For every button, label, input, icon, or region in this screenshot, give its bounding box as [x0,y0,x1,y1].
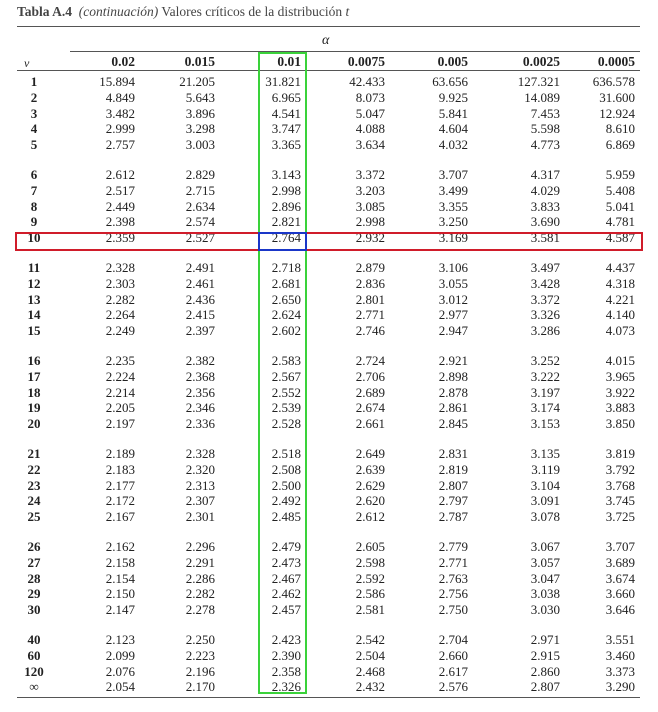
table-cell: 2.771 [355,307,385,323]
table-cell: 3.551 [605,632,635,647]
highlight-row-box [15,232,643,251]
table-cell: 2.123 [105,632,135,647]
table-cell: 2.479 [271,539,301,554]
table-cell: 2.674 [355,400,385,416]
table-cell: 3.460 [605,647,635,663]
table-cell: 4.317 [530,167,560,182]
table-cell: 2.718 [271,260,301,275]
table-cell: 15.894 [99,74,135,89]
table-cell: 2.860 [530,663,560,679]
alpha-rule [70,51,640,52]
table-cell: 2.921 [438,353,468,368]
table-cell: 2.821 [271,214,301,230]
nu-cell: 18 [27,384,41,400]
table-cell: 2.282 [185,586,215,602]
table-cell: 2.831 [438,446,468,461]
table-cell: 2.896 [271,198,301,214]
table-cell: 2.746 [355,323,385,339]
table-cell: 2.624 [271,307,301,323]
table-cell: 2.724 [355,353,385,368]
nu-cell: 120 [24,663,44,679]
table-cell: 3.012 [438,291,468,307]
table-cell: 2.313 [185,477,215,493]
table-cell: 2.612 [355,509,385,525]
table-cell: 2.286 [185,570,215,586]
table-cell: 14.089 [524,89,560,105]
table-cell: 63.656 [432,74,468,89]
table-cell: 2.328 [105,260,135,275]
table-cell: 3.674 [605,570,635,586]
table-cell: 2.977 [438,307,468,323]
table-cell: 2.508 [271,461,301,477]
table-cell: 3.707 [605,539,635,554]
table-cell: 2.971 [530,632,560,647]
table-cell: 2.998 [355,214,385,230]
table-cell: 3.365 [271,137,301,153]
table-cell: 2.634 [185,198,215,214]
table-cell: 2.617 [438,663,468,679]
table-cell: 3.883 [605,400,635,416]
table-cell: 2.620 [355,493,385,509]
table-cell: 2.947 [438,323,468,339]
nu-cell: 40 [27,632,41,647]
table-cell: 2.162 [105,539,135,554]
column-header: 0.0025 [522,54,560,69]
table-cell: 2.150 [105,586,135,602]
table-cell: 3.203 [355,182,385,198]
table-cell: 3.372 [530,291,560,307]
table-cell: 2.819 [438,461,468,477]
table-cell: 3.428 [530,275,560,291]
table-cell: 2.390 [271,647,301,663]
table-cell: 3.047 [530,570,560,586]
table-cell: 127.321 [517,74,560,89]
table-cell: 2.359 [105,230,135,246]
table-cell: 21.205 [179,74,215,89]
table-cell: 2.801 [355,291,385,307]
top-rule [17,26,640,27]
table-cell: 3.922 [605,384,635,400]
table-cell: 2.457 [271,602,301,618]
table-cell: 2.756 [438,586,468,602]
table-cell: 3.707 [438,167,468,182]
table-cell: 2.296 [185,539,215,554]
table-cell: 2.432 [355,679,385,695]
table-cell: 2.158 [105,554,135,570]
table-cell: 2.576 [438,679,468,695]
table-cell: 4.773 [530,137,560,153]
table-cell: 2.649 [355,446,385,461]
caption-continuation: (continuación) [78,4,159,19]
table-cell: 2.264 [105,307,135,323]
table-cell: 2.750 [438,602,468,618]
table-cell: 2.223 [185,647,215,663]
table-cell: 3.768 [605,477,635,493]
table-cell: 3.104 [530,477,560,493]
table-cell: 3.091 [530,493,560,509]
table-cell: 4.088 [355,121,385,137]
table-cell: 2.147 [105,602,135,618]
table-cell: 3.499 [438,182,468,198]
table-cell: 2.518 [271,446,301,461]
table-cell: 5.643 [185,89,215,105]
table-cell: 2.612 [105,167,135,182]
table-cell: 2.054 [105,679,135,695]
table-cell: 2.528 [271,416,301,432]
nu-cell: 3 [30,105,38,121]
table-cell: 2.504 [355,647,385,663]
table-cell: 31.600 [599,89,635,105]
nu-cell: 26 [27,539,41,554]
nu-cell: 16 [27,353,41,368]
table-cell: 3.174 [530,400,560,416]
table-cell: 2.189 [105,446,135,461]
table-cell: 4.604 [438,121,468,137]
table-cell: 2.485 [271,509,301,525]
table-cell: 2.099 [105,647,135,663]
table-cell: 2.473 [271,554,301,570]
table-cell: 2.177 [105,477,135,493]
table-cell: 3.747 [271,121,301,137]
alpha-header: α [322,33,330,48]
nu-cell: 19 [27,400,41,416]
table-cell: 3.373 [605,663,635,679]
table-cell: 2.542 [355,632,385,647]
table-cell: 2.303 [105,275,135,291]
table-cell: 7.453 [530,105,560,121]
table-cell: 2.998 [271,182,301,198]
table-cell: 2.878 [438,384,468,400]
table-cell: 2.829 [185,167,215,182]
table-cell: 3.057 [530,554,560,570]
table-cell: 2.368 [185,368,215,384]
table-cell: 2.358 [271,663,301,679]
table-cell: 3.355 [438,198,468,214]
table-cell: 3.482 [105,105,135,121]
table-cell: 2.807 [530,679,560,695]
table-cell: 6.869 [605,137,635,153]
table-cell: 2.689 [355,384,385,400]
nu-cell: 7 [30,182,38,198]
nu-cell: 11 [27,260,41,275]
table-cell: 2.704 [438,632,468,647]
table-cell: 2.224 [105,368,135,384]
nu-cell: 28 [27,570,41,586]
table-cell: 2.205 [105,400,135,416]
highlight-cell-box [258,232,307,251]
table-cell: 3.689 [605,554,635,570]
nu-cell: 24 [27,493,41,509]
table-cell: 636.578 [592,74,635,89]
table-cell: 2.250 [185,632,215,647]
table-cell: 4.221 [605,291,635,307]
table-cell: 5.598 [530,121,560,137]
nu-cell: 4 [30,121,38,137]
table-cell: 2.567 [271,368,301,384]
nu-cell: 9 [30,214,38,230]
table-cell: 6.965 [271,89,301,105]
table-cell: 3.326 [530,307,560,323]
table-cell: 3.250 [438,214,468,230]
table-cell: 2.235 [105,353,135,368]
table-cell: 2.539 [271,400,301,416]
table-cell: 3.792 [605,461,635,477]
table-cell: 2.661 [355,416,385,432]
table-cell: 2.320 [185,461,215,477]
table-cell: 2.706 [355,368,385,384]
nu-cell: 30 [27,602,41,618]
table-cell: 2.581 [355,602,385,618]
nu-cell: 21 [27,446,41,461]
table-cell: 5.959 [605,167,635,182]
table-cell: 2.681 [271,275,301,291]
nu-cell: 14 [27,307,41,323]
table-cell: 2.197 [105,416,135,432]
table-cell: 4.140 [605,307,635,323]
table-cell: 2.629 [355,477,385,493]
table-cell: 2.583 [271,353,301,368]
table-cell: 4.015 [605,353,635,368]
table-cell: 8.610 [605,121,635,137]
table-cell: 4.541 [271,105,301,121]
nu-cell: 12 [27,275,41,291]
nu-header: v [24,56,30,70]
table-cell: 2.398 [105,214,135,230]
nu-cell: 5 [30,137,38,153]
table-cell: 2.552 [271,384,301,400]
table-cell: 2.214 [105,384,135,400]
table-cell: 42.433 [349,74,385,89]
table-cell: 2.779 [438,539,468,554]
table-cell: 2.527 [185,230,215,246]
table-cell: 2.763 [438,570,468,586]
table-cell: 2.787 [438,509,468,525]
table-cell: 2.845 [438,416,468,432]
column-header: 0.0075 [347,54,385,69]
caption-title: Valores críticos de la distribución [161,4,343,19]
table-cell: 2.660 [438,647,468,663]
table-cell: 31.821 [265,74,301,89]
table-cell: 5.041 [605,198,635,214]
table-cell: 3.850 [605,416,635,432]
table-caption [17,4,349,20]
table-cell: 2.807 [438,477,468,493]
table-cell: 2.249 [105,323,135,339]
table-cell: 5.408 [605,182,635,198]
column-header: 0.01 [277,54,301,69]
table-cell: 3.290 [605,679,635,695]
table-cell: 3.581 [530,230,560,246]
table-cell: 4.437 [605,260,635,275]
nu-cell: 22 [27,461,41,477]
table-cell: 3.119 [531,461,560,477]
nu-cell: 23 [27,477,41,493]
column-header: 0.005 [437,54,468,69]
nu-cell: 2 [30,89,38,105]
table-cell: 3.143 [271,167,301,182]
nu-cell: 20 [27,416,41,432]
table-cell: 2.879 [355,260,385,275]
nu-cell: ∞ [29,679,39,695]
table-cell: 3.634 [355,137,385,153]
table-cell: 3.497 [530,260,560,275]
caption-variable: t [345,4,350,19]
bottom-rule [17,697,640,698]
table-cell: 4.318 [605,275,635,291]
table-cell: 2.602 [271,323,301,339]
table-cell: 3.819 [605,446,635,461]
table-cell: 2.397 [185,323,215,339]
column-header: 0.0005 [597,54,635,69]
table-cell: 2.467 [271,570,301,586]
nu-cell: 8 [30,198,38,214]
nu-cell: 15 [27,323,41,339]
table-cell: 3.030 [530,602,560,618]
nu-cell: 17 [27,368,41,384]
header-rule [17,70,640,71]
nu-cell: 1 [30,74,38,89]
table-cell: 2.461 [185,275,215,291]
table-cell: 3.038 [530,586,560,602]
table-cell: 2.346 [185,400,215,416]
table-cell: 5.841 [438,105,468,121]
table-cell: 2.586 [355,586,385,602]
nu-cell: 25 [27,509,41,525]
table-cell: 2.423 [271,632,301,647]
table-cell: 2.605 [355,539,385,554]
table-cell: 3.067 [530,539,560,554]
table-cell: 3.252 [530,353,560,368]
table-cell: 2.436 [185,291,215,307]
table-cell: 2.650 [271,291,301,307]
table-cell: 2.797 [438,493,468,509]
table-cell: 2.915 [530,647,560,663]
table-cell: 2.639 [355,461,385,477]
table-cell: 3.690 [530,214,560,230]
table-cell: 3.372 [355,167,385,182]
table-cell: 2.167 [105,509,135,525]
table-cell: 2.183 [105,461,135,477]
table-cell: 5.047 [355,105,385,121]
table-cell: 2.196 [185,663,215,679]
table-cell: 2.861 [438,400,468,416]
nu-cell: 6 [30,167,38,182]
caption-label: Tabla A.4 [17,4,73,19]
table-cell: 2.154 [105,570,135,586]
table-cell: 2.491 [185,260,215,275]
table-cell: 3.896 [185,105,215,121]
table-cell: 3.660 [605,586,635,602]
column-header: 0.015 [184,54,215,69]
table-cell: 2.449 [105,198,135,214]
table-cell: 4.587 [605,230,635,246]
table-cell: 3.085 [355,198,385,214]
nu-cell: 29 [27,586,41,602]
table-cell: 2.898 [438,368,468,384]
table-cell: 2.764 [271,230,301,246]
table-cell: 3.725 [605,509,635,525]
table-cell: 2.771 [438,554,468,570]
table-cell: 8.073 [355,89,385,105]
nu-cell: 27 [27,554,41,570]
table-cell: 3.286 [530,323,560,339]
table-cell: 3.197 [530,384,560,400]
table-cell: 4.032 [438,137,468,153]
table-cell: 2.356 [185,384,215,400]
table-cell: 4.073 [605,323,635,339]
table-cell: 2.291 [185,554,215,570]
table-cell: 2.574 [185,214,215,230]
table-cell: 2.382 [185,353,215,368]
table-cell: 2.715 [185,182,215,198]
table-cell: 2.999 [105,121,135,137]
table-cell: 2.462 [271,586,301,602]
column-header: 0.02 [111,54,135,69]
table-cell: 2.598 [355,554,385,570]
table-cell: 2.492 [271,493,301,509]
table-cell: 3.106 [438,260,468,275]
table-cell: 2.282 [105,291,135,307]
table-cell: 3.078 [530,509,560,525]
nu-cell: 10 [27,230,41,246]
table-cell: 3.153 [530,416,560,432]
table-cell: 3.646 [605,602,635,618]
table-cell: 2.328 [185,446,215,461]
table-cell: 2.415 [185,307,215,323]
table-cell: 3.169 [438,230,468,246]
table-cell: 12.924 [599,105,635,121]
table-cell: 2.517 [105,182,135,198]
table-cell: 4.849 [105,89,135,105]
table-cell: 2.172 [105,493,135,509]
table-cell: 3.055 [438,275,468,291]
table-cell: 3.135 [530,446,560,461]
table-cell: 3.222 [530,368,560,384]
table-cell: 3.003 [185,137,215,153]
nu-cell: 60 [27,647,41,663]
table-cell: 3.833 [530,198,560,214]
table-cell: 4.781 [605,214,635,230]
table-cell: 4.029 [530,182,560,198]
highlight-column-box [258,52,307,694]
table-cell: 2.307 [185,493,215,509]
table-cell: 2.932 [355,230,385,246]
table-cell: 2.592 [355,570,385,586]
table-cell: 3.298 [185,121,215,137]
table-cell: 2.301 [185,509,215,525]
table-cell: 9.925 [438,89,468,105]
table-cell: 2.500 [271,477,301,493]
table-cell: 2.278 [185,602,215,618]
table-cell: 2.326 [271,679,301,695]
table-cell: 2.170 [185,679,215,695]
table-cell: 2.757 [105,137,135,153]
table-cell: 2.336 [185,416,215,432]
table-cell: 2.468 [355,663,385,679]
table-cell: 3.965 [605,368,635,384]
table-cell: 3.745 [605,493,635,509]
nu-cell: 13 [27,291,41,307]
table-cell: 2.836 [355,275,385,291]
table-cell: 2.076 [105,663,135,679]
